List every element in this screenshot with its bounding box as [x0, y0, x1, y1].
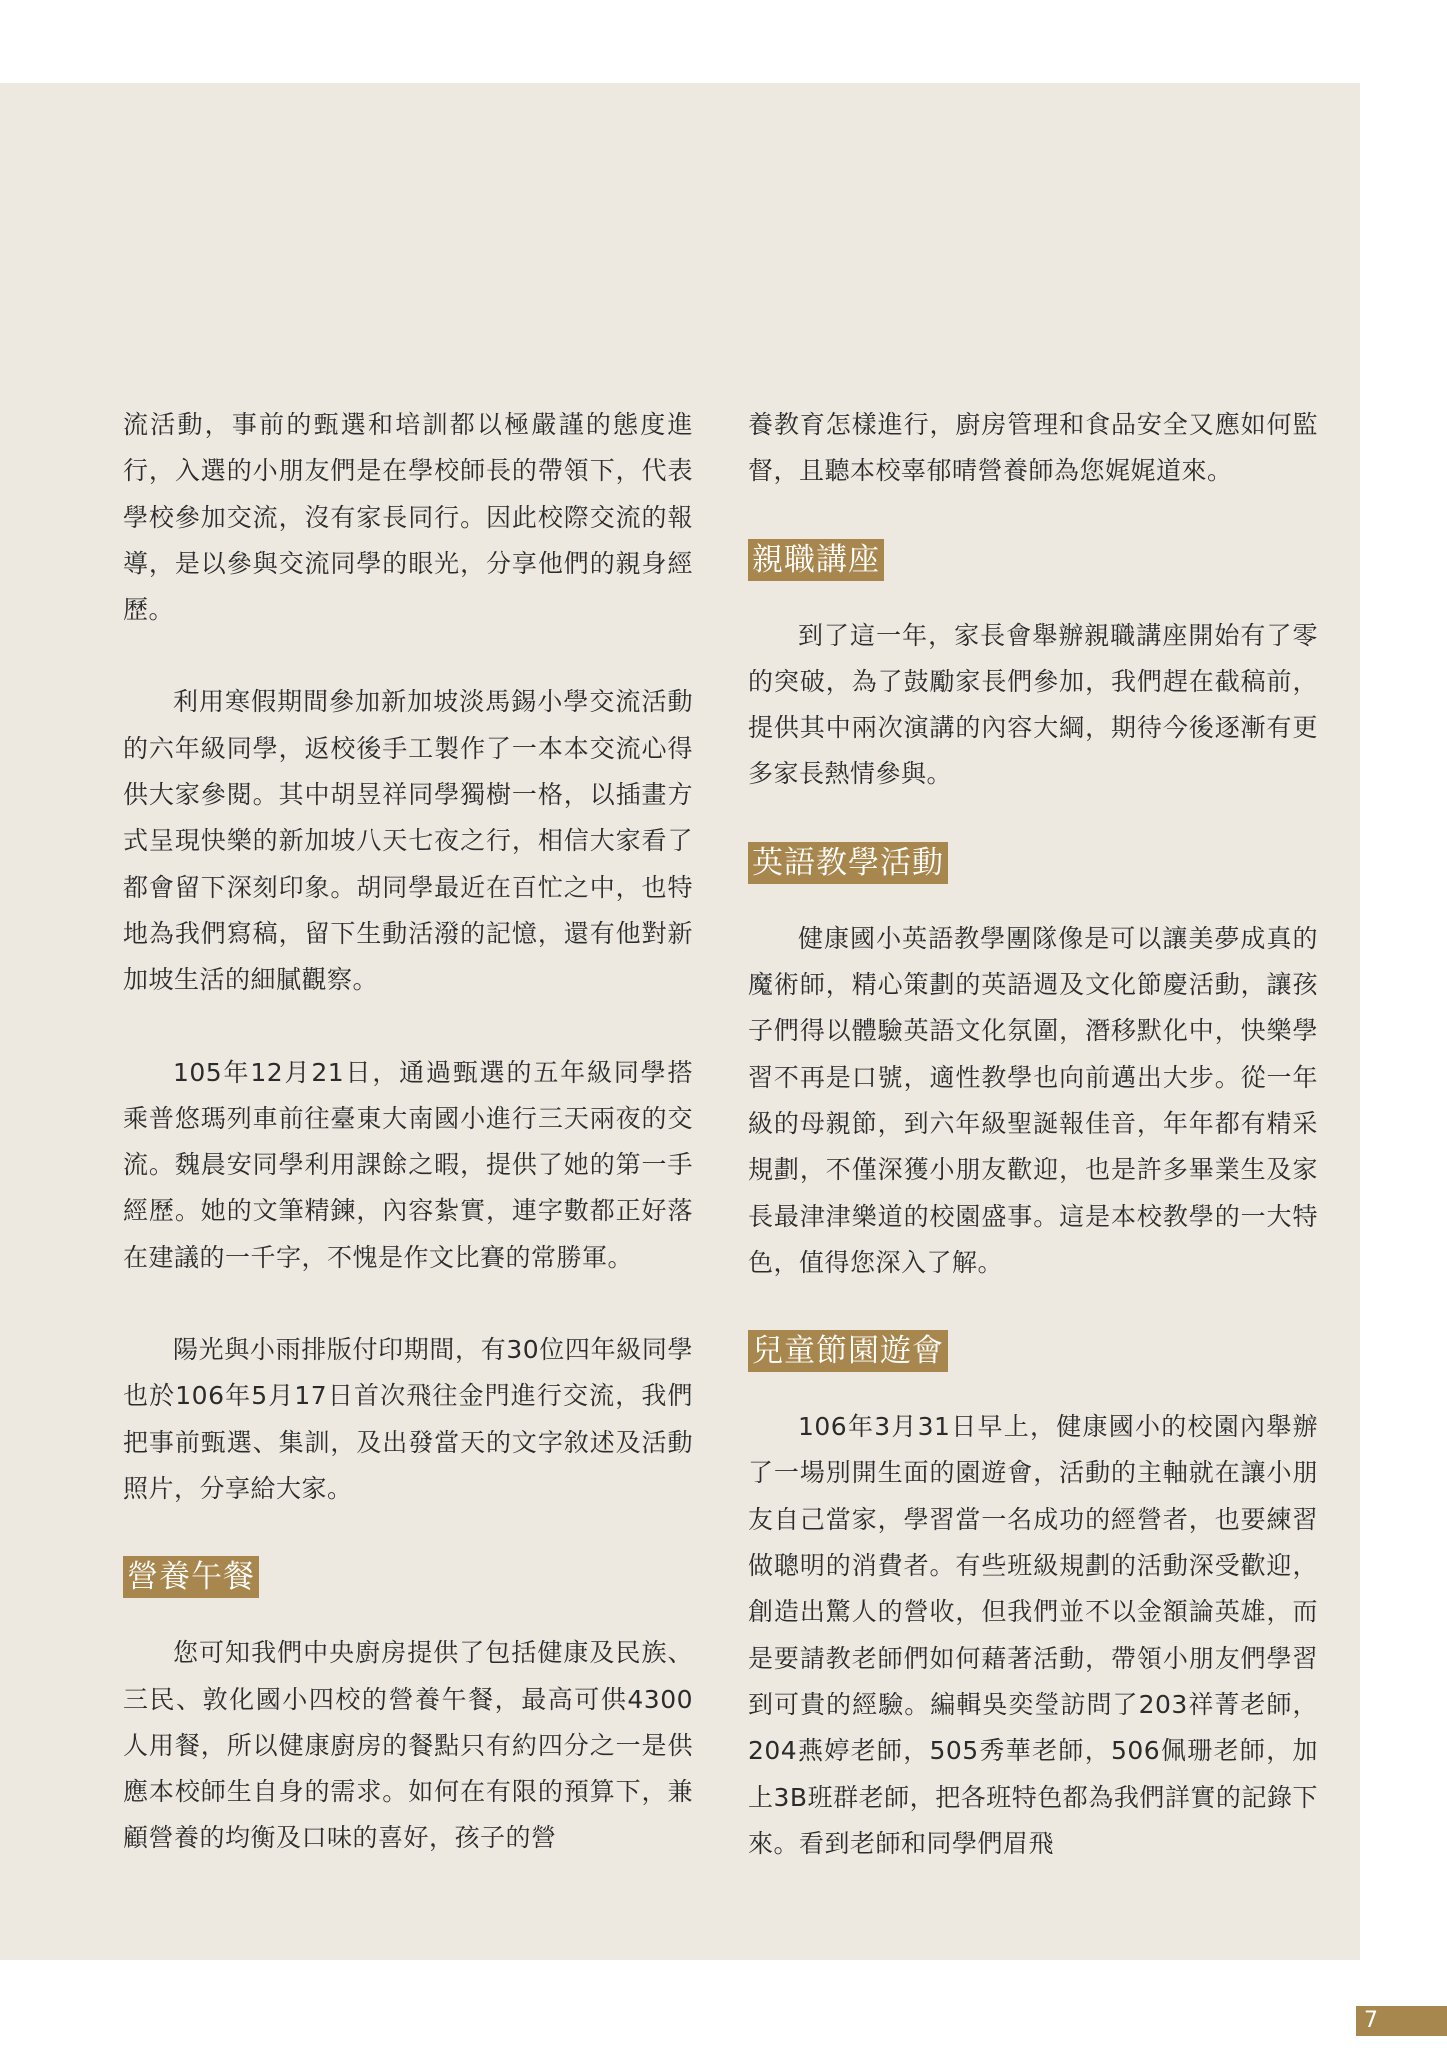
paragraph: 陽光與小雨排版付印期間，有30位四年級同學也於106年5月17日首次飛往金門進行交流，我們把事前甄選、集訓，及出發當天的文字敘述及活動照片，分享給大家。 — [123, 1335, 693, 1503]
paragraph: 養教育怎樣進行，廚房管理和食品安全又應如何監督，且聽本校辜郁晴營養師為您娓娓道來。 — [748, 410, 1318, 486]
paragraph: 到了這一年，家長會舉辦親職講座開始有了零的突破，為了鼓勵家長們參加，我們趕在截稿前，提供其中兩次演講的內容大綱，期待今後逐漸有更多家長熱情參與。 — [748, 620, 1318, 789]
section-heading-lunch: 營養午餐 — [123, 1556, 259, 1598]
paragraph: 106年3月31日早上，健康國小的校園內舉辦了一場別開生面的園遊會，活動的主軸就在讓小朋友自己當家，學習當一名成功的經營者，也要練習做聰明的消費者。有些班級規劃的活動深受歡迎，創造出驚人的營收，但我們並不以金額論英雄，而是要請教老師們如何藉著活動，帶領小朋友們學習到可貴的經驗。編輯吳奕瑩訪問了203祥菁老師，204燕婷老師，505秀華老師，506佩珊老師，加上3B班群老師，把各班特色都為我們詳實的記錄下來。看到老師和同學們眉飛 — [748, 1412, 1318, 1858]
paragraph: 105年12月21日，通過甄選的五年級同學搭乘普悠瑪列車前往臺東大南國小進行三天兩夜的交流。魏晨安同學利用課餘之暇，提供了她的第一手經歷。她的文筆精鍊，內容紮實，連字數都正好落在建議的一千字，不愧是作文比賽的常勝軍。 — [123, 1057, 693, 1272]
right-column — [748, 402, 1318, 1867]
section-heading-english: 英語教學活動 — [748, 842, 948, 884]
paragraph: 流活動，事前的甄選和培訓都以極嚴謹的態度進行，入選的小朋友們是在學校師長的帶領下，代表學校參加交流，沒有家長同行。因此校際交流的報導，是以參與交流同學的眼光，分享他們的親身經歷。 — [123, 410, 693, 625]
section-heading-parent-lecture: 親職講座 — [748, 539, 884, 581]
section-heading-childrens-day: 兒童節園遊會 — [748, 1330, 948, 1372]
left-column — [123, 402, 693, 1862]
paragraph: 您可知我們中央廚房提供了包括健康及民族、三民、敦化國小四校的營養午餐，最高可供4300人用餐，所以健康廚房的餐點只有約四分之一是供應本校師生自身的需求。如何在有限的預算下，兼顧營養的均衡及口味的喜好，孩子的營 — [123, 1638, 693, 1853]
page-number: 7 — [1356, 2006, 1447, 2036]
paragraph: 健康國小英語教學團隊像是可以讓美夢成真的魔術師，精心策劃的英語週及文化節慶活動，讓孩子們得以體驗英語文化氛圍，潛移默化中，快樂學習不再是口號，適性教學也向前邁出大步。從一年級的母親節，到六年級聖誕報佳音，年年都有精采規劃，不僅深獲小朋友歡迎，也是許多畢業生及家長最津津樂道的校園盛事。這是本校教學的一大特色，值得您深入了解。 — [748, 923, 1318, 1277]
paragraph: 利用寒假期間參加新加坡淡馬錫小學交流活動的六年級同學，返校後手工製作了一本本交流心得供大家參閱。其中胡昱祥同學獨樹一格，以插畫方式呈現快樂的新加坡八天七夜之行，相信大家看了都會留下深刻印象。胡同學最近在百忙之中，也特地為我們寫稿，留下生動活潑的記憶，還有他對新加坡生活的細膩觀察。 — [123, 687, 693, 995]
